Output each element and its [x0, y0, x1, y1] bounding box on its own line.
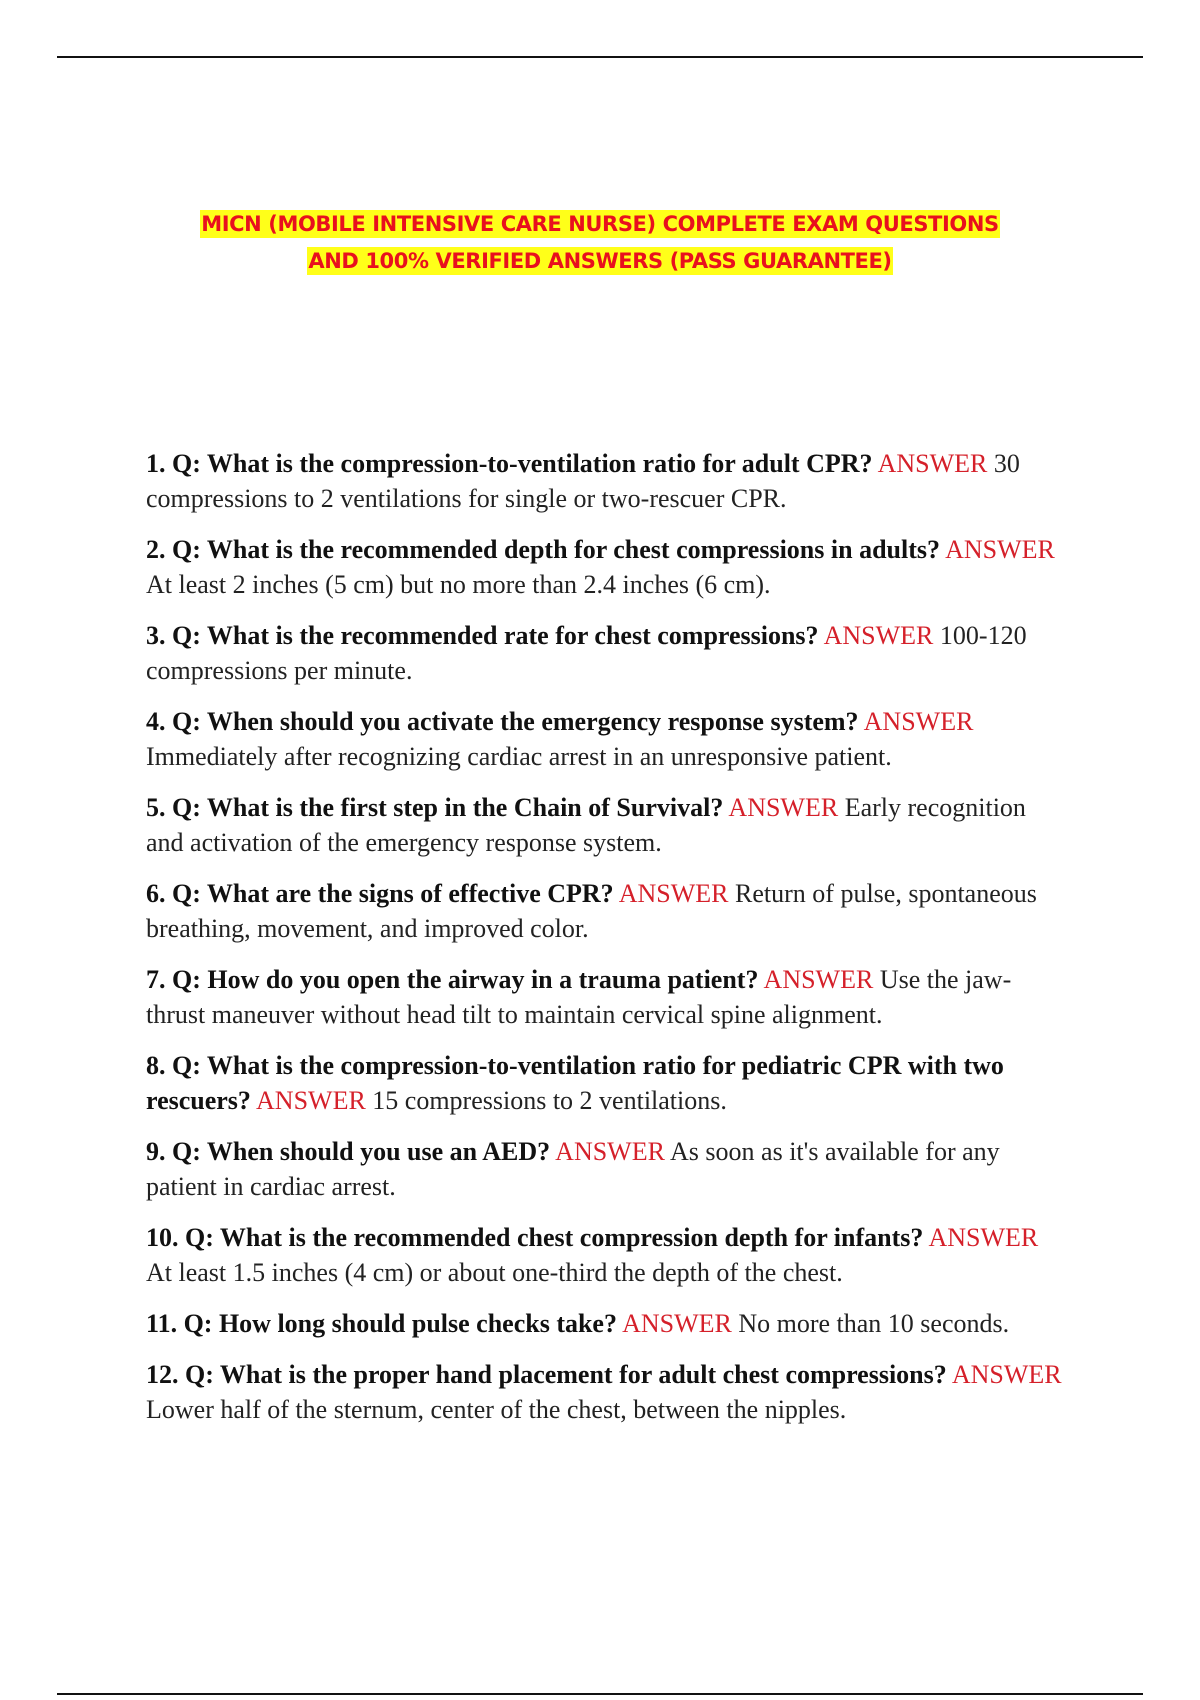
answer-label: ANSWER: [622, 1309, 732, 1338]
question-text: 3. Q: What is the recommended rate for chest compressions?: [146, 621, 819, 650]
qa-list: [146, 446, 1066, 1443]
question-text: 6. Q: What are the signs of effective CPR?: [146, 879, 614, 908]
question-text: 1. Q: What is the compression-to-ventilation ratio for adult CPR?: [146, 449, 873, 478]
answer-label: ANSWER: [863, 707, 974, 736]
answer-text: 100-120 compressions per minute.: [146, 621, 1027, 685]
answer-label: ANSWER: [256, 1086, 366, 1115]
qa-item-6: [146, 876, 1066, 946]
answer-text: As soon as it's available for any patient in cardiac arrest.: [146, 1137, 1000, 1201]
qa-item-10: [146, 1220, 1066, 1290]
answer-label: ANSWER: [945, 535, 1055, 564]
title-line-2: AND 100% VERIFIED ANSWERS (PASS GUARANTEE): [308, 249, 892, 273]
question-text: 12. Q: What is the proper hand placement for adult chest compressions?: [146, 1360, 947, 1389]
answer-text: At least 1.5 inches (4 cm) or about one-third the depth of the chest.: [146, 1258, 843, 1287]
question-text: 8. Q: What is the compression-to-ventilation ratio for pediatric CPR with two rescuers?: [146, 1051, 1004, 1115]
question-text: 5. Q: What is the first step in the Chain of Survival?: [146, 793, 724, 822]
title-line-1: MICN (MOBILE INTENSIVE CARE NURSE) COMPLETE EXAM QUESTIONS: [201, 212, 999, 236]
question-text: 10. Q: What is the recommended chest compression depth for infants?: [146, 1223, 924, 1252]
answer-text: Return of pulse, spontaneous breathing, movement, and improved color.: [146, 879, 1037, 943]
answer-text: No more than 10 seconds.: [738, 1309, 1010, 1338]
answer-label: ANSWER: [763, 965, 874, 994]
question-text: 9. Q: When should you use an AED?: [146, 1137, 551, 1166]
qa-item-12: [146, 1357, 1066, 1427]
bottom-rule: [57, 1693, 1143, 1695]
answer-text: At least 2 inches (5 cm) but no more than 2.4 inches (6 cm).: [146, 570, 771, 599]
question-text: 4. Q: When should you activate the emergency response system?: [146, 707, 859, 736]
question-text: 2. Q: What is the recommended depth for chest compressions in adults?: [146, 535, 940, 564]
qa-item-11: [146, 1306, 1066, 1341]
answer-text: Lower half of the sternum, center of the chest, between the nipples.: [146, 1395, 847, 1424]
answer-label: ANSWER: [928, 1223, 1039, 1252]
top-rule: [57, 56, 1143, 58]
qa-item-4: [146, 704, 1066, 774]
qa-item-7: [146, 962, 1066, 1032]
answer-label: ANSWER: [951, 1360, 1062, 1389]
answer-label: ANSWER: [877, 449, 988, 478]
answer-text: Use the jaw-thrust maneuver without head tilt to maintain cervical spine alignment.: [146, 965, 1012, 1029]
qa-item-8: [146, 1048, 1066, 1118]
qa-item-2: [146, 532, 1066, 602]
answer-label: ANSWER: [823, 621, 934, 650]
answer-text: 30 compressions to 2 ventilations for single or two-rescuer CPR.: [146, 449, 1020, 513]
question-text: 11. Q: How long should pulse checks take?: [146, 1309, 617, 1338]
qa-item-9: [146, 1134, 1066, 1204]
answer-label: ANSWER: [728, 793, 839, 822]
qa-item-5: [146, 790, 1066, 860]
qa-item-3: [146, 618, 1066, 688]
answer-text: Early recognition and activation of the emergency response system.: [146, 793, 1026, 857]
answer-text: Immediately after recognizing cardiac arrest in an unresponsive patient.: [146, 742, 892, 771]
answer-text: 15 compressions to 2 ventilations.: [372, 1086, 727, 1115]
document-title: [100, 206, 1100, 280]
qa-item-1: [146, 446, 1066, 516]
question-text: 7. Q: How do you open the airway in a trauma patient?: [146, 965, 759, 994]
answer-label: ANSWER: [555, 1137, 665, 1166]
answer-label: ANSWER: [618, 879, 729, 908]
